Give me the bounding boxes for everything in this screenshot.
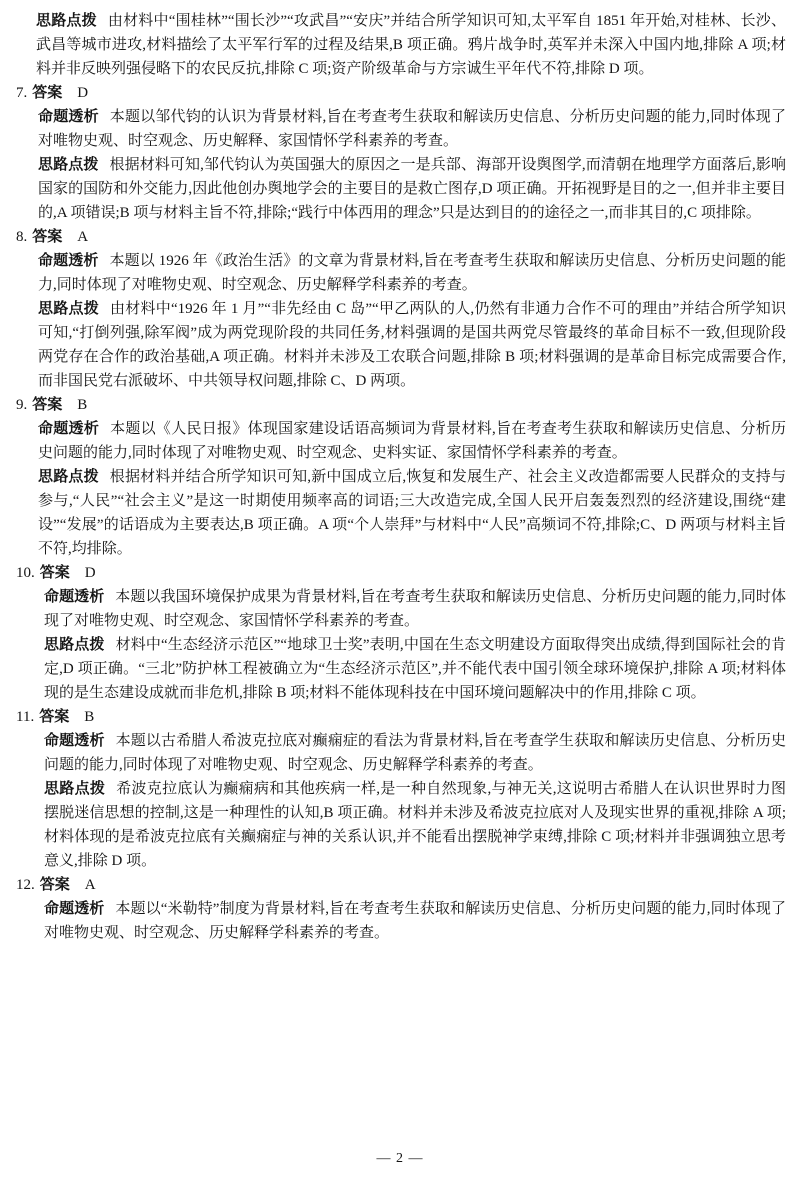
hint-text: 根据材料可知,邹代钧认为英国强大的原因之一是兵部、海部开设舆图学,而清朝在地理学方面落后,影响国家的国防和外交能力,因此他创办舆地学会的主要目的是救亡图存,D 项正确。开拓视野是目的之一,但并非主要目的,A 项错误;B 项与材料主旨不符,排除;“践行中体西用的理念”只是达到目的的途径之一,而非其目的,C 项排除。: [38, 157, 786, 221]
question-block: [16, 393, 786, 561]
answer-line: [16, 393, 786, 417]
answer-value: D: [77, 85, 89, 101]
analysis-text: 本题以 1926 年《政治生活》的文章为背景材料,旨在考查考生获取和解读历史信息、分析历史问题的能力,同时体现了对唯物史观、时空观念、历史解释学科素养的考查。: [38, 253, 786, 293]
answer-label: 答案: [39, 876, 70, 893]
answer-line: [16, 561, 786, 585]
answer-label: 答案: [32, 84, 63, 101]
analysis-label: 命题透析: [38, 108, 99, 125]
analysis-label: 命题透析: [44, 732, 105, 749]
question-number: 8.: [16, 229, 28, 245]
hint-text: 由材料中“围桂林”“围长沙”“攻武昌”“安庆”并结合所学知识可知,太平军自 1851 年开始,对桂林、长沙、武昌等城市进攻,材料描绘了太平军行军的过程及结果,B 项正确。鸦片战争时,英军并未深入中国内地,排除 A 项;材料并非反映列强侵略下的农民反抗,排除 C 项;资产阶级革命与方宗诚生平年代不符,排除 D 项。: [36, 13, 786, 77]
analysis-text: 本题以古希腊人希波克拉底对癫痫症的看法为背景材料,旨在考查学生获取和解读历史信息、分析历史问题的能力,同时体现了对唯物史观、时空观念、历史解释学科素养的考查。: [44, 733, 786, 773]
question-number: 10.: [16, 565, 35, 581]
analysis-paragraph: [38, 105, 786, 153]
hint-label: 思路点拨: [38, 468, 99, 485]
answer-label: 答案: [32, 228, 63, 245]
question-number: 11.: [16, 709, 35, 725]
analysis-paragraph: [38, 249, 786, 297]
hint-text: 材料中“生态经济示范区”“地球卫士奖”表明,中国在生态文明建设方面取得突出成绩,得到国际社会的肯定,D 项正确。“三北”防护林工程被确立为“生态经济示范区”,并不能代表中国引领全球环境保护,排除 A 项;材料体现的是生态建设成就而非危机,排除 B 项;材料不能体现科技在中国环境问题解决中的作用,排除 C 项。: [44, 637, 786, 701]
analysis-text: 本题以我国环境保护成果为背景材料,旨在考查考生获取和解读历史信息、分析历史问题的能力,同时体现了对唯物史观、时空观念、家国情怀学科素养的考查。: [44, 589, 786, 629]
analysis-label: 命题透析: [38, 252, 99, 269]
analysis-paragraph: [44, 585, 786, 633]
question-number: 12.: [16, 877, 35, 893]
question-block: [16, 225, 786, 393]
hint-text: 根据材料并结合所学知识可知,新中国成立后,恢复和发展生产、社会主义改造都需要人民群众的支持与参与,“人民”“社会主义”是这一时期使用频率高的词语;三大改造完成,全国人民开启轰轰烈烈的经济建设,围绕“建设”“发展”的话语成为主要表达,B 项正确。A 项“个人崇拜”与材料中“人民”高频词不符,排除;C、D 两项与材料主旨不符,均排除。: [38, 469, 786, 557]
hint-label: 思路点拨: [36, 12, 97, 29]
hint-label: 思路点拨: [44, 636, 105, 653]
analysis-label: 命题透析: [38, 420, 100, 437]
hint-label: 思路点拨: [38, 156, 99, 173]
analysis-paragraph: [38, 417, 786, 465]
hint-label: 思路点拨: [44, 780, 106, 797]
question-block: [16, 81, 786, 225]
answer-value: A: [77, 229, 89, 245]
answer-label: 答案: [39, 564, 70, 581]
hint-paragraph: [38, 465, 786, 561]
hint-paragraph: [38, 297, 786, 393]
answer-line: [16, 705, 786, 729]
page-number: — 2 —: [376, 1151, 424, 1166]
answer-value: D: [84, 565, 96, 581]
hint-paragraph: [38, 153, 786, 225]
answer-label: 答案: [39, 708, 70, 725]
hint-paragraph: [44, 777, 786, 873]
answer-value: A: [84, 877, 96, 893]
answer-label: 答案: [32, 396, 63, 413]
question-block: [16, 705, 786, 873]
analysis-label: 命题透析: [44, 588, 105, 605]
analysis-label: 命题透析: [44, 900, 105, 917]
answer-line: [16, 873, 786, 897]
answer-line: [16, 81, 786, 105]
analysis-text: 本题以《人民日报》体现国家建设话语高频词为背景材料,旨在考查考生获取和解读历史信息、分析历史问题的能力,同时体现了对唯物史观、时空观念、史料实证、家国情怀学科素养的考查。: [38, 421, 786, 461]
analysis-text: 本题以邹代钧的认识为背景材料,旨在考查考生获取和解读历史信息、分析历史问题的能力,同时体现了对唯物史观、时空观念、历史解释、家国情怀学科素养的考查。: [38, 109, 786, 149]
hint-label: 思路点拨: [38, 300, 99, 317]
question-block: [16, 873, 786, 945]
analysis-paragraph: [44, 729, 786, 777]
hint-text: 希波克拉底认为癫痫病和其他疾病一样,是一种自然现象,与神无关,这说明古希腊人在认识世界时力图摆脱迷信思想的控制,这是一种理性的认知,B 项正确。材料并未涉及希波克拉底对人及现实世界的重视,排除 A 项;材料体现的是希波克拉底有关癫痫症与神的关系认识,并不能看出摆脱神学束缚,排除 C 项;材料并非强调独立思考意义,排除 D 项。: [44, 781, 786, 869]
question-block: [16, 561, 786, 705]
question-number: 7.: [16, 85, 28, 101]
hint-paragraph: [36, 9, 786, 81]
answer-line: [16, 225, 786, 249]
hint-text: 由材料中“1926 年 1 月”“非先经由 C 岛”“甲乙两队的人,仍然有非通力合作不可的理由”并结合所学知识可知,“打倒列强,除军阀”成为两党现阶段的共同任务,材料强调的是国共两党尽管最终的革命目标不一致,但现阶段两党存在合作的政治基础,A 项正确。材料并未涉及工农联合问题,排除 B 项;材料强调的是革命目标完成需要合作,而非国民党右派破坏、中共领导权问题,排除 C、D 两项。: [38, 301, 786, 389]
continuation-block: [16, 9, 786, 81]
question-number: 9.: [16, 397, 28, 413]
analysis-paragraph: [44, 897, 786, 945]
hint-paragraph: [44, 633, 786, 705]
answer-value: B: [77, 397, 88, 413]
analysis-text: 本题以“米勒特”制度为背景材料,旨在考查考生获取和解读历史信息、分析历史问题的能力,同时体现了对唯物史观、时空观念、历史解释学科素养的考查。: [44, 901, 786, 941]
answer-value: B: [84, 709, 95, 725]
